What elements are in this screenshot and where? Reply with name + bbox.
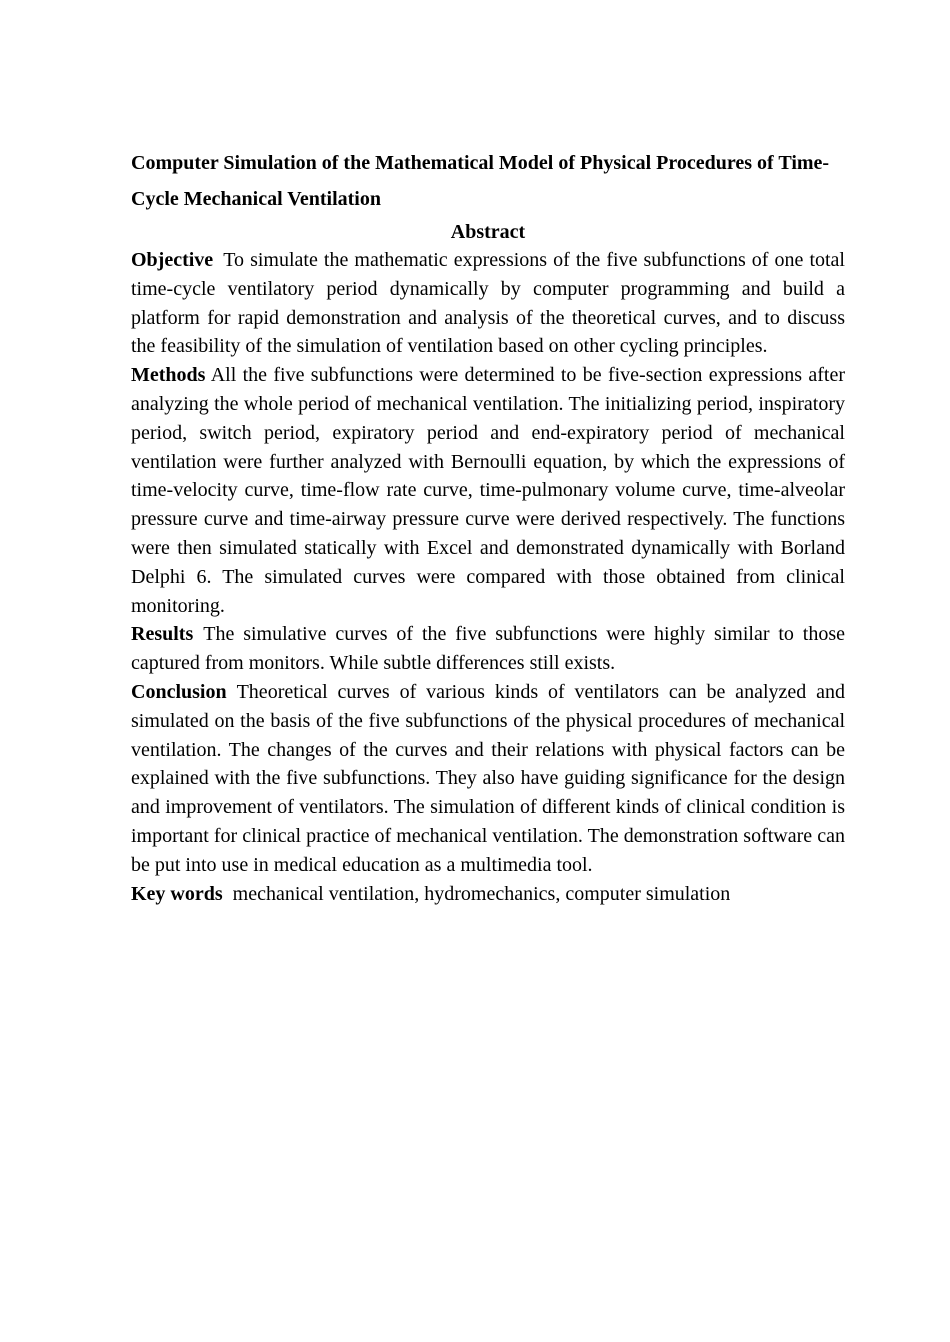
results-paragraph: [131, 620, 845, 678]
paper-title: Computer Simulation of the Mathematical Model of Physical Procedures of Time-Cycle Mechanical Ventilation: [131, 152, 830, 210]
results-text: The simulative curves of the five subfunctions were highly similar to those captured from monitors. While subtle differences still exists.: [131, 623, 845, 675]
keywords-text: mechanical ventilation, hydromechanics, computer simulation: [232, 882, 731, 905]
methods-paragraph: [131, 361, 845, 620]
keywords-label: Key words: [131, 882, 223, 905]
keywords-paragraph: [131, 880, 845, 909]
methods-text: All the five subfunctions were determined to be five-section expressions after analyzing the whole period of mechanical ventilation. The initializing period, inspiratory period, switch period, expiratory period and end-expiratory period of mechanical ventilation were further analyzed with Bernoulli equation, by which the expressions of time-velocity curve, time-flow rate curve, time-pulmonary volume curve, time-alveolar pressure curve and time-airway pressure curve were derived respectively. The functions were then simulated statically with Excel and demonstrated dynamically with Borland Delphi 6. The simulated curves were compared with those obtained from clinical monitoring.: [131, 364, 845, 617]
conclusion-label: Conclusion: [131, 680, 227, 703]
conclusion-text: Theoretical curves of various kinds of ventilators can be analyzed and simulated on the basis of the five subfunctions of the physical procedures of mechanical ventilation. The changes of the curves and their relations with physical factors can be explained with the five subfunctions. They also have guiding significance for the design and improvement of ventilators. The simulation of different kinds of clinical condition is important for clinical practice of mechanical ventilation. The demonstration software can be put into use in medical education as a multimedia tool.: [131, 680, 845, 876]
objective-paragraph: [131, 246, 845, 361]
paper-page: [131, 145, 845, 908]
abstract-heading: Abstract: [450, 221, 526, 243]
conclusion-paragraph: [131, 678, 845, 880]
methods-label: Methods: [131, 364, 206, 387]
results-label: Results: [131, 623, 194, 646]
objective-label: Objective: [131, 249, 214, 271]
objective-text: To simulate the mathematic expressions of the five subfunctions of one total time-cycle ventilatory period dynamically by computer programming and build a platform for rapid demonstration and analysis of the theoretical curves, and to discuss the feasibility of the simulation of ventilation based on other cycling principles.: [131, 249, 845, 358]
